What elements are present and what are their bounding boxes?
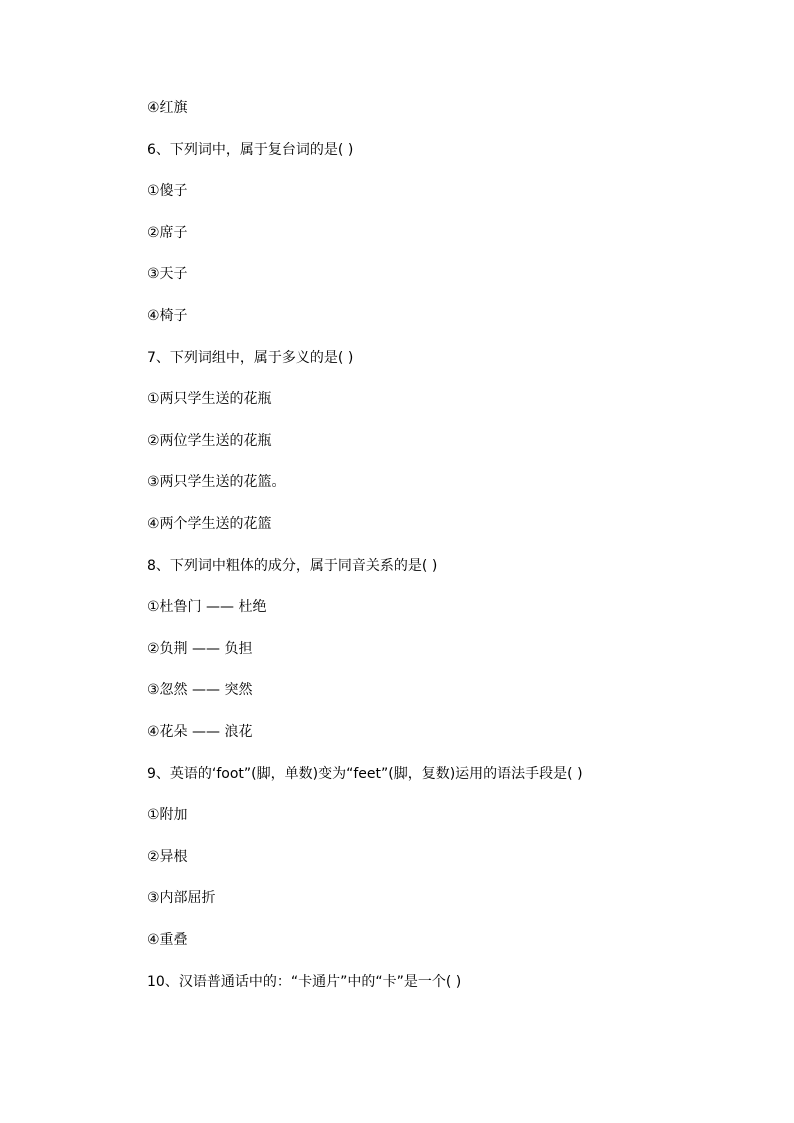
q8-option-2: ②负荆 —— 负担 <box>147 641 253 657</box>
q9-option-2: ②异根 <box>147 849 188 865</box>
question-10: 10、汉语普通话中的：“卡通片”中的“卡”是一个( ) <box>147 974 462 990</box>
q9-option-4: ④重叠 <box>147 932 188 948</box>
q7-option-3: ③两只学生送的花篮。 <box>147 474 286 490</box>
q8-option-1: ①杜鲁门 —— 杜绝 <box>147 599 267 615</box>
q7-option-1: ①两只学生送的花瓶 <box>147 391 272 407</box>
q9-option-3: ③内部屈折 <box>147 890 216 906</box>
q8-option-3: ③忽然 —— 突然 <box>147 682 253 698</box>
question-7: 7、下列词组中，属于多义的是( ) <box>147 350 354 366</box>
q8-option-4: ④花朵 —— 浪花 <box>147 724 253 740</box>
q6-option-2: ②席子 <box>147 225 188 241</box>
question-6: 6、下列词中，属于复台词的是( ) <box>147 142 354 158</box>
q6-option-1: ①傻子 <box>147 183 188 199</box>
q7-option-2: ②两位学生送的花瓶 <box>147 433 272 449</box>
question-9: 9、英语的‘foot”(脚，单数)变为“feet”(脚，复数)运用的语法手段是( ) <box>147 766 583 782</box>
q7-option-4: ④两个学生送的花篮 <box>147 516 272 532</box>
question-8: 8、下列词中粗体的成分，属于同音关系的是( ) <box>147 558 438 574</box>
q9-option-1: ①附加 <box>147 807 188 823</box>
q6-option-4: ④椅子 <box>147 308 188 324</box>
q6-option-3: ③天子 <box>147 266 188 282</box>
option-4-hongqi: ④红旗 <box>147 100 188 116</box>
